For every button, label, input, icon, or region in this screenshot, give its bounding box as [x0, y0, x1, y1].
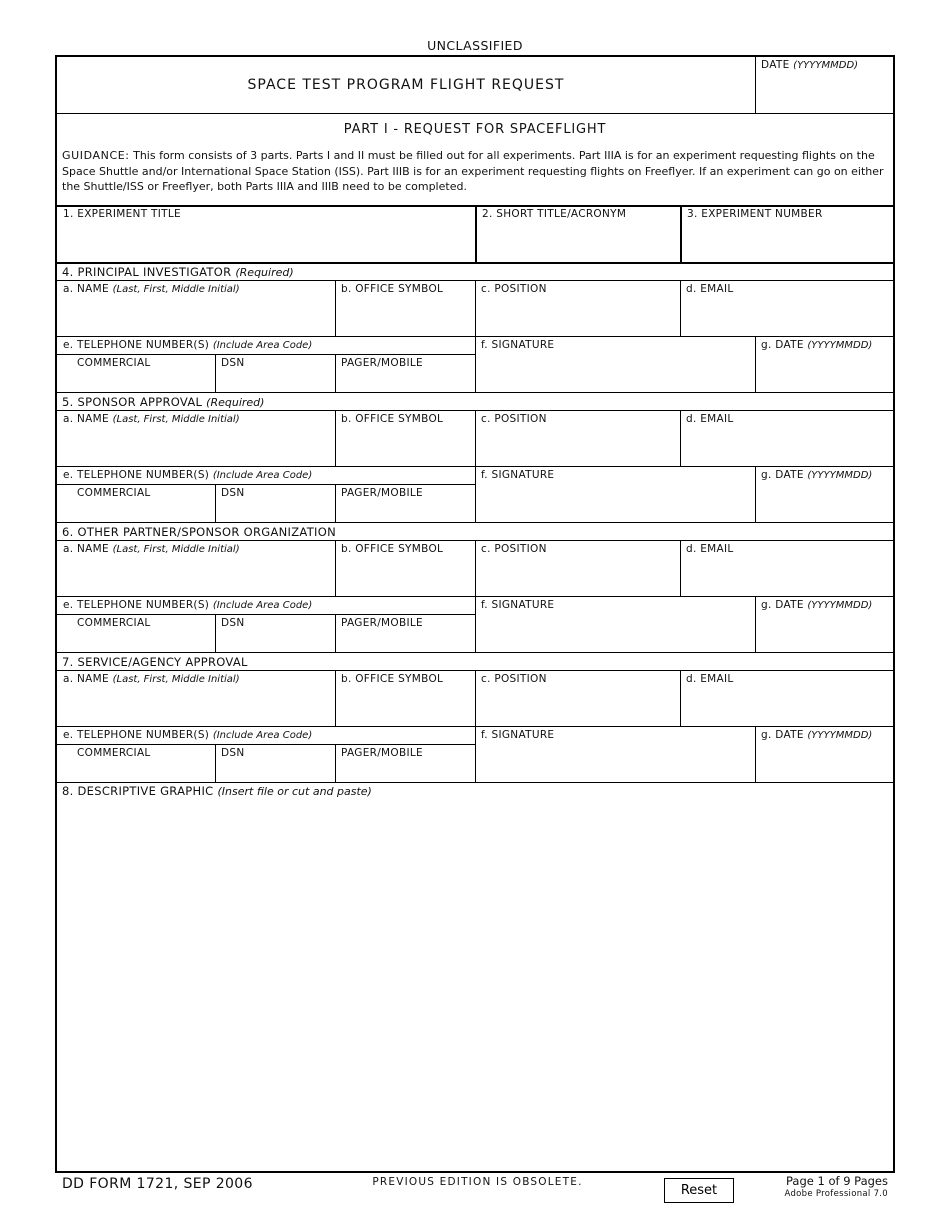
sponsor-approval-signature-field[interactable]: f. SIGNATURE	[481, 469, 555, 481]
sponsor-approval-name-field[interactable]	[63, 413, 240, 425]
service-agency-telephone-text: e. TELEPHONE NUMBER(S)	[63, 729, 210, 741]
descriptive-graphic-title: 8. DESCRIPTIVE GRAPHIC	[62, 784, 214, 798]
service-agency-title: 7. SERVICE/AGENCY APPROVAL	[62, 655, 248, 669]
other-partner-office-symbol-field[interactable]: b. OFFICE SYMBOL	[341, 543, 444, 555]
service-agency-name-label: a. NAME	[63, 673, 109, 685]
other-partner-telephone-text: e. TELEPHONE NUMBER(S)	[63, 599, 210, 611]
other-partner-title: 6. OTHER PARTNER/SPONSOR ORGANIZATION	[62, 525, 336, 539]
principal-investigator-name-field[interactable]	[63, 283, 240, 295]
principal-investigator-email-field[interactable]: d. EMAIL	[686, 283, 734, 295]
other-partner-email-field[interactable]: d. EMAIL	[686, 543, 734, 555]
experiment-title-field[interactable]: 1. EXPERIMENT TITLE	[63, 208, 181, 220]
principal-investigator-office-symbol-field[interactable]: b. OFFICE SYMBOL	[341, 283, 444, 295]
principal-investigator-qualifier: (Required)	[235, 266, 294, 279]
form-id: DD FORM 1721, SEP 2006	[62, 1176, 253, 1192]
guidance-label: GUIDANCE:	[62, 149, 130, 162]
header-date-field[interactable]	[761, 59, 858, 71]
part-1-title: PART I - REQUEST FOR SPACEFLIGHT	[343, 122, 607, 137]
service-agency-date-label: g. DATE	[761, 729, 804, 741]
principal-investigator-name-hint: (Last, First, Middle Initial)	[112, 284, 240, 295]
principal-investigator-pager-field[interactable]: PAGER/MOBILE	[341, 357, 423, 369]
header-date-format: (YYYYMMDD)	[793, 60, 859, 71]
guidance	[62, 148, 890, 195]
short-title-field[interactable]: 2. SHORT TITLE/ACRONYM	[482, 208, 627, 220]
principal-investigator-commercial-field[interactable]: COMMERCIAL	[77, 357, 151, 369]
sponsor-approval-title: 5. SPONSOR APPROVAL	[62, 395, 203, 409]
other-partner-commercial-field[interactable]: COMMERCIAL	[77, 617, 151, 629]
sponsor-approval-telephone-text: e. TELEPHONE NUMBER(S)	[63, 469, 210, 481]
other-partner-telephone-hint: (Include Area Code)	[212, 600, 313, 611]
service-agency-name-hint: (Last, First, Middle Initial)	[112, 674, 240, 685]
principal-investigator-name-label: a. NAME	[63, 283, 109, 295]
sponsor-approval-date-field[interactable]	[761, 469, 872, 481]
service-agency-telephone-hint: (Include Area Code)	[212, 730, 313, 741]
service-agency-telephone-label	[63, 729, 312, 741]
classification-header: UNCLASSIFIED	[427, 38, 523, 53]
other-partner-date-field[interactable]	[761, 599, 872, 611]
software-note: Adobe Professional 7.0	[784, 1189, 888, 1199]
descriptive-graphic-header	[62, 784, 372, 798]
other-partner-telephone-label	[63, 599, 312, 611]
form-title: SPACE TEST PROGRAM FLIGHT REQUEST	[247, 77, 565, 93]
principal-investigator-date-field[interactable]	[761, 339, 872, 351]
sponsor-approval-name-label: a. NAME	[63, 413, 109, 425]
descriptive-graphic-hint: (Insert file or cut and paste)	[217, 785, 372, 798]
principal-investigator-date-label: g. DATE	[761, 339, 804, 351]
other-partner-name-label: a. NAME	[63, 543, 109, 555]
service-agency-name-field[interactable]	[63, 673, 240, 685]
guidance-text: This form consists of 3 parts. Parts I and II must be filled out for all experiments. Part IIIA is for an experiment requesting flights on the Space Shuttle and/or International Space Station (ISS). Part IIIB is for an experiment requesting flights on Freeflyer. If an experiment can go on either the Shuttle/ISS or Freeflyer, both Parts IIIA and IIIB need to be completed.	[62, 149, 884, 193]
service-agency-date-format: (YYYYMMDD)	[807, 730, 873, 741]
service-agency-office-symbol-field[interactable]: b. OFFICE SYMBOL	[341, 673, 444, 685]
principal-investigator-signature-field[interactable]: f. SIGNATURE	[481, 339, 555, 351]
sponsor-approval-date-format: (YYYYMMDD)	[807, 470, 873, 481]
sponsor-approval-commercial-field[interactable]: COMMERCIAL	[77, 487, 151, 499]
sponsor-approval-pager-field[interactable]: PAGER/MOBILE	[341, 487, 423, 499]
sponsor-approval-email-field[interactable]: d. EMAIL	[686, 413, 734, 425]
other-partner-date-label: g. DATE	[761, 599, 804, 611]
reset-button[interactable]: Reset	[664, 1178, 734, 1203]
service-agency-dsn-field[interactable]: DSN	[221, 747, 245, 759]
other-partner-signature-field[interactable]: f. SIGNATURE	[481, 599, 555, 611]
principal-investigator-title: 4. PRINCIPAL INVESTIGATOR	[62, 265, 232, 279]
sponsor-approval-date-label: g. DATE	[761, 469, 804, 481]
service-agency-email-field[interactable]: d. EMAIL	[686, 673, 734, 685]
descriptive-graphic-area[interactable]	[57, 801, 893, 1169]
sponsor-approval-dsn-field[interactable]: DSN	[221, 487, 245, 499]
principal-investigator-date-format: (YYYYMMDD)	[807, 340, 873, 351]
other-partner-name-field[interactable]	[63, 543, 240, 555]
other-partner-date-format: (YYYYMMDD)	[807, 600, 873, 611]
sponsor-approval-name-hint: (Last, First, Middle Initial)	[112, 414, 240, 425]
principal-investigator-dsn-field[interactable]: DSN	[221, 357, 245, 369]
other-partner-name-hint: (Last, First, Middle Initial)	[112, 544, 240, 555]
service-agency-commercial-field[interactable]: COMMERCIAL	[77, 747, 151, 759]
header-date-label: DATE	[761, 59, 790, 71]
principal-investigator-header	[62, 265, 294, 279]
sponsor-approval-telephone-hint: (Include Area Code)	[212, 470, 313, 481]
other-partner-position-field[interactable]: c. POSITION	[481, 543, 547, 555]
sponsor-approval-qualifier: (Required)	[206, 396, 265, 409]
sponsor-approval-position-field[interactable]: c. POSITION	[481, 413, 547, 425]
other-partner-dsn-field[interactable]: DSN	[221, 617, 245, 629]
principal-investigator-telephone-hint: (Include Area Code)	[212, 340, 313, 351]
sponsor-approval-header	[62, 395, 264, 409]
other-partner-header	[62, 525, 336, 539]
service-agency-header	[62, 655, 248, 669]
flight-request-form	[55, 55, 895, 1173]
principal-investigator-telephone-label	[63, 339, 312, 351]
sponsor-approval-office-symbol-field[interactable]: b. OFFICE SYMBOL	[341, 413, 444, 425]
principal-investigator-telephone-text: e. TELEPHONE NUMBER(S)	[63, 339, 210, 351]
other-partner-pager-field[interactable]: PAGER/MOBILE	[341, 617, 423, 629]
service-agency-pager-field[interactable]: PAGER/MOBILE	[341, 747, 423, 759]
service-agency-signature-field[interactable]: f. SIGNATURE	[481, 729, 555, 741]
sponsor-approval-telephone-label	[63, 469, 312, 481]
previous-edition-note: PREVIOUS EDITION IS OBSOLETE.	[372, 1176, 583, 1188]
page-indicator: Page 1 of 9 Pages	[785, 1174, 888, 1188]
service-agency-position-field[interactable]: c. POSITION	[481, 673, 547, 685]
experiment-number-field[interactable]: 3. EXPERIMENT NUMBER	[687, 208, 823, 220]
principal-investigator-position-field[interactable]: c. POSITION	[481, 283, 547, 295]
service-agency-date-field[interactable]	[761, 729, 872, 741]
